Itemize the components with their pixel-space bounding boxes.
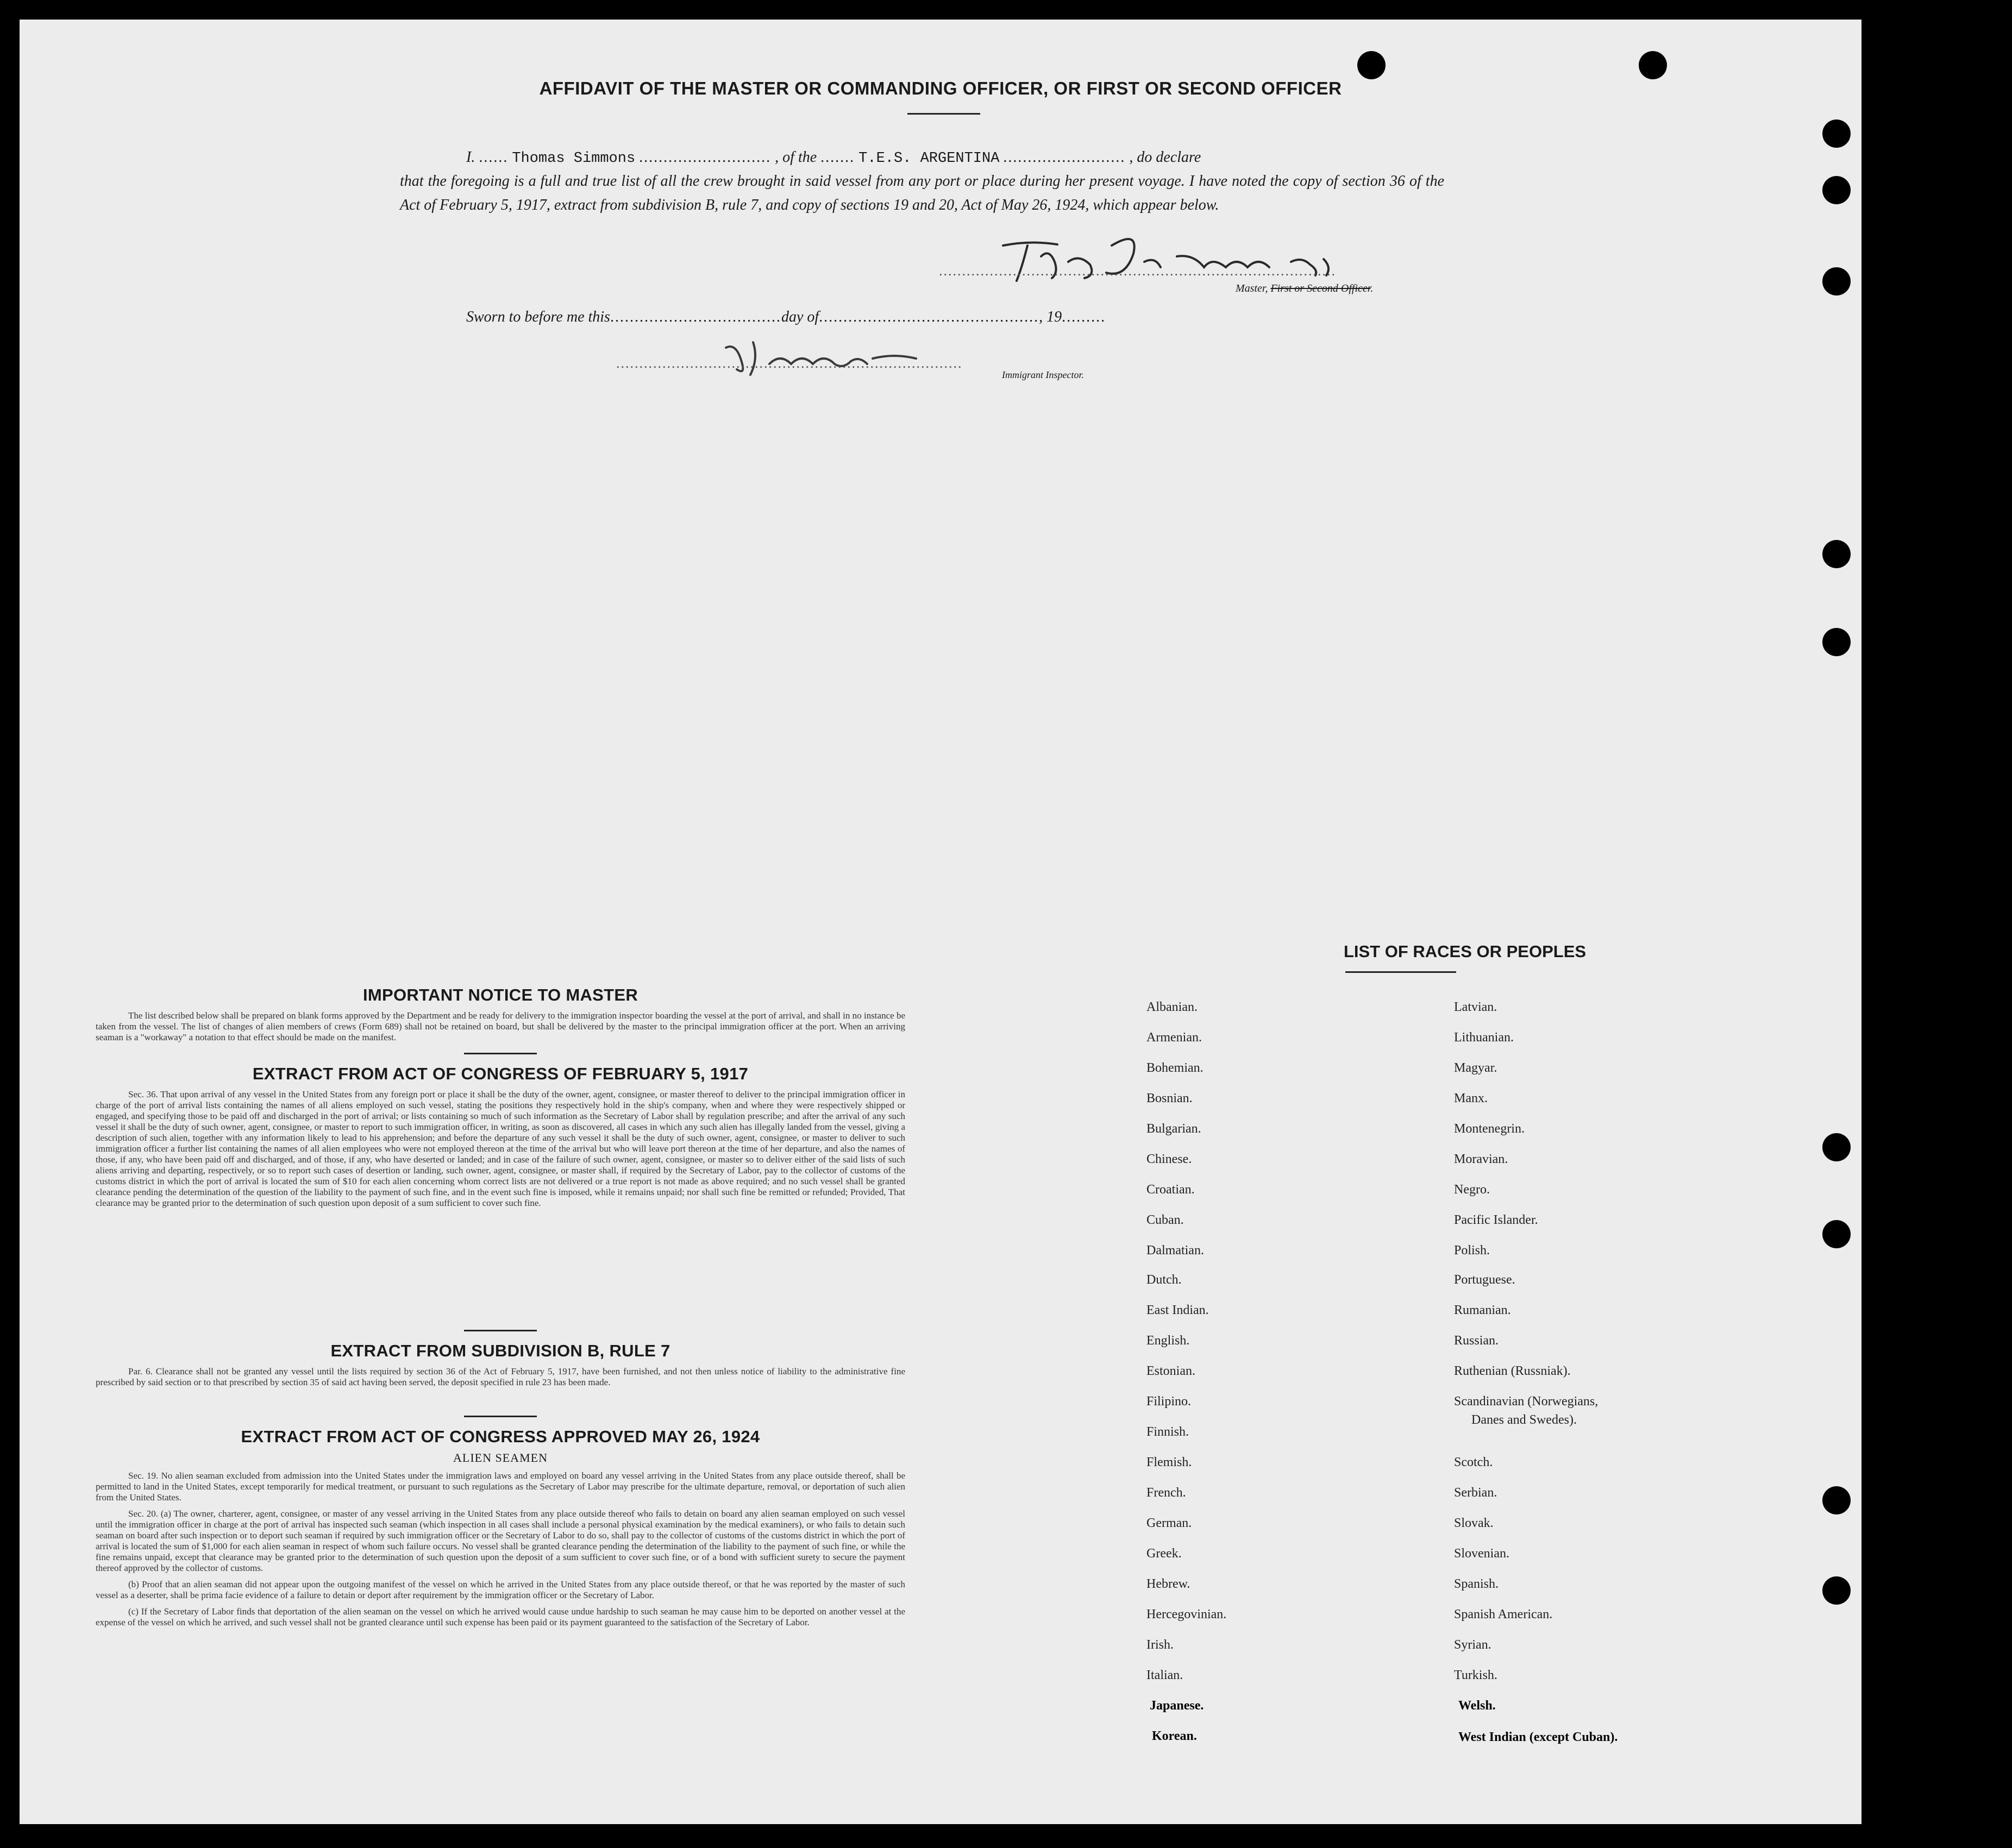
notice-text: The list described below shall be prepared on blank forms approved by the Department and be ready for delivery to the immigration inspector boarding the vessel at the port of arrival, and shall in no instance be taken from the vessel. The list of changes of alien members of crews (Form 689) shall not be retained on board, but shall be delivered by the master to the principal immigration officer at the port. When an arriving seaman is a "workaway" a notation to that effect should be made on the manifest. xyxy=(96,1010,905,1042)
declare-label: , do declare xyxy=(1129,149,1201,166)
race-item: Hebrew. xyxy=(1146,1577,1190,1591)
master-name-field: Thomas Simmons xyxy=(512,150,636,167)
race-item: Russian. xyxy=(1454,1334,1499,1348)
punch-hole xyxy=(1822,176,1851,204)
punch-hole xyxy=(1822,628,1851,656)
race-item: Syrian. xyxy=(1454,1638,1491,1652)
struck-officer-text: First or Second Officer xyxy=(1270,282,1371,294)
inspector-caption: Immigrant Inspector. xyxy=(1002,369,1084,380)
punch-hole xyxy=(1639,51,1667,79)
line-prefix: I. xyxy=(466,149,475,166)
race-item: Flemish. xyxy=(1146,1455,1192,1469)
punch-hole xyxy=(1822,540,1851,568)
extract-rule7-text: Par. 6. Clearance shall not be granted any vessel until the lists required by section 36 of the Act of February 5, 1917, have been furnished, and not then unless notice of liability to the administrative fine prescribed by said section or to that prescribed by section 35 of said act having been served, the deposit specified in rule 23 has been made. xyxy=(96,1366,905,1387)
race-item: Hercegovinian. xyxy=(1146,1607,1227,1621)
race-item: Korean. xyxy=(1152,1729,1197,1743)
race-item: Croatian. xyxy=(1146,1183,1195,1197)
vessel-name-field: T.E.S. ARGENTINA xyxy=(858,150,1000,167)
race-item: Dalmatian. xyxy=(1146,1243,1204,1258)
title-divider xyxy=(907,113,980,115)
race-item: Italian. xyxy=(1146,1668,1183,1682)
race-item: Estonian. xyxy=(1146,1364,1195,1378)
race-item: Polish. xyxy=(1454,1243,1490,1258)
race-item: Danes and Swedes). xyxy=(1471,1413,1577,1427)
race-item: German. xyxy=(1146,1516,1192,1530)
race-item: Spanish. xyxy=(1454,1577,1499,1591)
punch-hole xyxy=(1822,1576,1851,1605)
race-item: Armenian. xyxy=(1146,1030,1202,1045)
race-item: Negro. xyxy=(1454,1183,1490,1197)
race-item: Welsh. xyxy=(1458,1699,1496,1713)
punch-hole xyxy=(1822,1133,1851,1161)
extract-1917-title: EXTRACT FROM ACT OF CONGRESS OF FEBRUARY 5, 1917 xyxy=(252,1064,749,1083)
race-item: Japanese. xyxy=(1150,1699,1204,1713)
race-item: French. xyxy=(1146,1486,1186,1500)
sworn-line: Sworn to before me this...................................day of............................................., 19......... xyxy=(466,309,1106,325)
race-item: Latvian. xyxy=(1454,1000,1497,1014)
extract-1924-section xyxy=(96,1416,905,1628)
document-page: AFFIDAVIT OF THE MASTER OR COMMANDING OFFICER, OR FIRST OR SECOND OFFICER I. ...... Thomas Simmons ........................... , of the ....... T.E.S. ARGENTINA ......................... , do declare that the foregoing is a full and true list of all the crew brought in said vessel from any port or place during her present voyage. I have noted the copy of section 36 of the Act of February 5, 1917, extract from subdivision B, rule 7, and copy of sections 19 and 20, Act of May 26, 1924, which appear below. ...................................................................................... Master, First or Second Officer. Sworn to before me this...................................day of............................................., 19......... ........................................................................... Immigrant Inspector. IMPORTANT NOTICE TO MASTER The list described below shall be prepared on blank forms approved by the Department and be ready for delivery to the immigration inspector boarding the vessel at the port of arrival, and shall in no instance be taken from the vessel. The list of changes of alien members of crews (Form 689) shall not be retained on board, but shall be delivered by the master to the principal immigration officer at the port. When an arriving seaman is a "workaway" a notation to that effect should be made on the manifest. EXTRACT FROM ACT OF CONGRESS OF FEBRUARY 5, 1917 Sec. 36. That upon arrival of any vessel in the United States from any foreign port or place it shall be the duty of the owner, agent, consignee, or master thereof to deliver to the principal immigration officer in charge of the port of arrival lists containing the names of all aliens employed on such vessel, stating the positions they respectively hold in the ship's company, when and where they were respectively shipped or engaged, and specifying those to be paid off and discharged in the port of arrival; or lists containing so much of such information as the Secretary of Labor shall by regulation prescribe; and after the arrival of any such vessel it shall be the duty of such owner, agent, consignee, or master to report to such immigration officer, in writing, as soon as discovered, all cases in which any such alien has illegally landed from the vessel, giving a description of such alien, together with any information likely to lead to his apprehension; and before the departure of any such vessel it shall be the duty of such owner, agent, consignee, or master to deliver to such immigration officer a further list containing the names of all alien employees who were not employed thereon at the time of the arrival but who will leave port thereon at the time of her departure, and also the names of those, if any, who have been paid off and discharged, and of those, if any, who have deserted or landed; and in case of the failure of such owner, agent, consignee, or master so to deliver either of the said lists of such aliens arriving and departing, respectively, or so to report such cases of desertion or landing, such owner, agent, consignee, or master shall, if required by the Secretary of Labor, pay to the collector of customs of the customs district in which the port of arrival is located the sum of $10 for each alien concerning whom correct lists are not delivered or a true report is not made as above required; and no such vessel shall be granted clearance pending the determination of the question of the liability to the payment of such fine, and in the event such fine is imposed, while it remains unpaid; nor shall such fine be remitted or refunded; Provided, That clearance may be granted prior to the determination of such question upon deposit of a sum sufficient to cover such fine. EXTRACT FROM SUBDIVISION B, RULE 7 Par. 6. Clearance shall not be granted any vessel until the lists required by section 36 of the Act of February 5, 1917, have been furnished, and not then unless notice of liability to the administrative fine prescribed by said section or to that prescribed by section 35 of said act having been served, the deposit specified in rule 23 has been made. EXTRACT FROM ACT OF CONGRESS APPROVED MAY 26, 1924 ALIEN SEAMEN Sec. 19. No alien seaman excluded from admission into the United States under the immigration laws and employed on board any vessel arriving in the United States from any place outside thereof, shall be permitted to land in the United States, except temporarily for medical treatment, or pursuant to such regulations as the Secretary of Labor may prescribe for the ultimate departure, removal, or deportation of such alien from the United States. Sec. 20. (a) The owner, charterer, agent, consignee, or master of any vessel arriving in the United States from any place outside thereof who fails to detain on board any alien seaman employed on such vessel until the immigration officer in charge at the port of arrival has inspected such seaman (which inspection in all cases shall include a personal physical examination by the medical examiners), or who fails to detain such seaman on board after such inspection or to deport such seaman if required by such immigration officer or the Secretary of Labor to do so, shall pay to the collector of customs of the customs district in which the port of arrival is located the sum of $1,000 for each alien seaman in respect of whom such failure occurs. No vessel shall be granted clearance pending the determination of the liability to the payment of such fine, or while the fine remains unpaid, except that clearance may be granted prior to the determination of such question upon the deposit of a sum sufficient to cover such fine, or of a bond with sufficient surety to secure the payment thereof approved by the collector of customs. (b) Proof that an alien seaman did not appear upon the outgoing manifest of the vessel on which he arrived in the United States from any place outside thereof, or that he was reported by the master of such vessel as a deserter, shall be prima facie evidence of a failure to detain or deport after requirement by the immigration officer or the Secretary of Labor. (c) If the Secretary of Labor finds that deportation of the alien seaman on the vessel on which he arrived would cause undue hardship to such seaman he may cause him to be deported on another vessel at the expense of the vessel on which he arrived, and such vessel shall not be granted clearance until such expense has been paid or its payment guaranteed to the satisfaction of the Secretary of Labor. LIST OF RACES OR PEOPLES Albanian. Armenian. Bohemian. Bosnian. Bulgarian. Chinese. Croatian. Cuban. Dalmatian. Dutch. East Indian. English. Estonian. Filipino. Finnish. Flemish. French. German. Greek. Hebrew. Hercegovinian. Irish. Italian. Japanese. Korean. Latvian. Lithuanian. Magyar. Manx. Montenegrin. Moravian. Negro. Pacific Islander. Polish. Portuguese. Rumanian. Russian. Ruthenian (Russniak). Scandinavian (Norwegians, Danes and Swedes). Scotch. Serbian. Slovak. Slovenian. Spanish. Spanish American. Syrian. Turkish. Welsh. West Indian (except Cuban). xyxy=(20,20,1861,1824)
punch-hole xyxy=(1822,1486,1851,1514)
race-item: Montenegrin. xyxy=(1454,1122,1525,1136)
sec19-text: Sec. 19. No alien seaman excluded from admission into the United States under the immigration laws and employed on board any vessel arriving in the United States from any place outside thereof, shall be permitted to land in the United States, except temporarily for medical treatment, or pursuant to such regulations as the Secretary of Labor may prescribe for the ultimate departure, removal, or deportation of such alien from the United States. xyxy=(96,1470,905,1503)
race-item: Slovenian. xyxy=(1454,1547,1509,1561)
race-item: Albanian. xyxy=(1146,1000,1198,1014)
affidavit-title: AFFIDAVIT OF THE MASTER OR COMMANDING OFFICER, OR FIRST OR SECOND OFFICER xyxy=(539,78,1342,98)
affidavit-body: that the foregoing is a full and true list of all the crew brought in said vessel from any port or place during her present voyage. I have noted the copy of section 36 of the Act of February 5, 1917, extract from subdivision B, rule 7, and copy of sections 19 and 20, Act of May 26, 1924, which appear below. xyxy=(400,173,1444,213)
race-item: Slovak. xyxy=(1454,1516,1494,1530)
extract-1917-section xyxy=(96,1053,905,1209)
notice-section xyxy=(96,985,905,1043)
race-item: Irish. xyxy=(1146,1638,1174,1652)
race-item: Bosnian. xyxy=(1146,1091,1193,1105)
race-item: Manx. xyxy=(1454,1091,1488,1105)
punch-hole xyxy=(1822,1220,1851,1248)
extract-1917-text: Sec. 36. That upon arrival of any vessel in the United States from any foreign port or place it shall be the duty of the owner, agent, consignee, or master thereof to deliver to the principal immigration officer in charge of the port of arrival lists containing the names of all aliens employed on such vessel, stating the positions they respectively hold in the ship's company, when and where they were respectively shipped or engaged, and specifying those to be paid off and discharged in the port of arrival; or lists containing so much of such information as the Secretary of Labor shall by regulation prescribe; and after the arrival of any such vessel it shall be the duty of such owner, agent, consignee, or master to report to such immigration officer, in writing, as soon as discovered, all cases in which any such alien has illegally landed from the vessel, giving a description of such alien, together with any information likely to lead to his apprehension; and before the departure of any such vessel it shall be the duty of such owner, agent, consignee, or master to deliver to such immigration officer a further list containing the names of all alien employees who were not employed thereon at the time of the arrival but who will leave port thereon at the time of her departure, and also the names of those, if any, who have been paid off and discharged, and of those, if any, who have deserted or landed; and in case of the failure of such owner, agent, consignee, or master so to deliver either of the said lists of such aliens arriving and departing, respectively, or so to report such cases of desertion or landing, such owner, agent, consignee, or master shall, if required by the Secretary of Labor, pay to the collector of customs of the customs district in which the port of arrival is located the sum of $10 for each alien concerning whom correct lists are not delivered or a true report is not made as above required; and no such vessel shall be granted clearance pending the determination of the question of the liability to the payment of such fine, and in the event such fine is imposed, while it remains unpaid; nor shall such fine be remitted or refunded; Provided, That clearance may be granted prior to the determination of such question upon deposit of a sum sufficient to cover such fine. xyxy=(96,1089,905,1208)
of-the-label: , of the xyxy=(775,149,817,166)
sec20a-text: Sec. 20. (a) The owner, charterer, agent, consignee, or master of any vessel arriving in the United States from any place outside thereof who fails to detain on board any alien seaman employed on such vessel until the immigration officer in charge at the port of arrival has inspected such seaman (which inspection in all cases shall include a personal physical examination by the medical examiners), or who fails to detain such seaman on board after such inspection or to deport such seaman if required by such immigration officer or the Secretary of Labor to do so, shall pay to the collector of customs of the customs district in which the port of arrival is located the sum of $1,000 for each alien seaman in respect of whom such failure occurs. No vessel shall be granted clearance pending the determination of the liability to the payment of such fine, or while the fine remains unpaid, except that clearance may be granted prior to the determination of such question upon the deposit of a sum sufficient to cover such fine, or of a bond with sufficient surety to secure the payment thereof approved by the collector of customs. xyxy=(96,1508,905,1573)
race-item: Rumanian. xyxy=(1454,1303,1511,1317)
race-item: Ruthenian (Russniak). xyxy=(1454,1364,1571,1378)
race-item: Dutch. xyxy=(1146,1273,1182,1287)
affidavit-declaration-line: I. ...... Thomas Simmons ........................... , of the ....... T.E.S. ARGENTINA ......................... , do declare xyxy=(466,149,1201,167)
race-item: Magyar. xyxy=(1454,1061,1497,1075)
punch-hole xyxy=(1822,267,1851,296)
punch-hole xyxy=(1822,120,1851,148)
section-divider xyxy=(464,1053,537,1054)
race-item: Turkish. xyxy=(1454,1668,1497,1682)
section-divider xyxy=(464,1416,537,1417)
extract-rule7-section xyxy=(96,1330,905,1388)
races-title: LIST OF RACES OR PEOPLES xyxy=(1343,942,1587,961)
race-item: Finnish. xyxy=(1146,1425,1189,1439)
extract-rule7-title: EXTRACT FROM SUBDIVISION B, RULE 7 xyxy=(330,1341,670,1360)
section-divider xyxy=(464,1330,537,1331)
race-item: Filipino. xyxy=(1146,1394,1192,1409)
notice-title: IMPORTANT NOTICE TO MASTER xyxy=(362,985,638,1004)
race-item: Lithuanian. xyxy=(1454,1030,1514,1045)
alien-seamen-subtitle: ALIEN SEAMEN xyxy=(453,1451,548,1464)
extract-1924-title: EXTRACT FROM ACT OF CONGRESS APPROVED MAY 26, 1924 xyxy=(241,1427,760,1446)
race-item: Moravian. xyxy=(1454,1152,1508,1166)
race-item: East Indian. xyxy=(1146,1303,1209,1317)
race-item: West Indian (except Cuban). xyxy=(1458,1730,1618,1744)
races-divider xyxy=(1345,971,1456,973)
sec20c-text: (c) If the Secretary of Labor finds that deportation of the alien seaman on the vessel on which he arrived would cause undue hardship to such seaman he may cause him to be deported on another vessel at the expense of the vessel on which he arrived, and such vessel shall not be granted clearance until such expense has been paid or its payment guaranteed to the satisfaction of the Secretary of Labor. xyxy=(96,1606,905,1627)
race-item: Scotch. xyxy=(1454,1455,1493,1469)
punch-hole xyxy=(1357,51,1386,79)
race-item: Greek. xyxy=(1146,1547,1182,1561)
race-item: Serbian. xyxy=(1454,1486,1497,1500)
race-item: Chinese. xyxy=(1146,1152,1192,1166)
master-caption: Master, First or Second Officer. xyxy=(1236,282,1374,294)
race-item: Bulgarian. xyxy=(1146,1122,1201,1136)
race-item: Spanish American. xyxy=(1454,1607,1553,1621)
race-item: English. xyxy=(1146,1334,1190,1348)
race-item: Portuguese. xyxy=(1454,1273,1515,1287)
race-item: Cuban. xyxy=(1146,1213,1184,1227)
sec20b-text: (b) Proof that an alien seaman did not appear upon the outgoing manifest of the vessel on which he arrived in the United States from any place outside thereof, or that he was reported by the master of such vessel as a deserter, shall be prima facie evidence of a failure to detain or deport after requirement by the immigration officer or the Secretary of Labor. xyxy=(96,1579,905,1600)
race-item: Bohemian. xyxy=(1146,1061,1204,1075)
race-item: Scandinavian (Norwegians, xyxy=(1454,1394,1599,1409)
race-item: Pacific Islander. xyxy=(1454,1213,1538,1227)
